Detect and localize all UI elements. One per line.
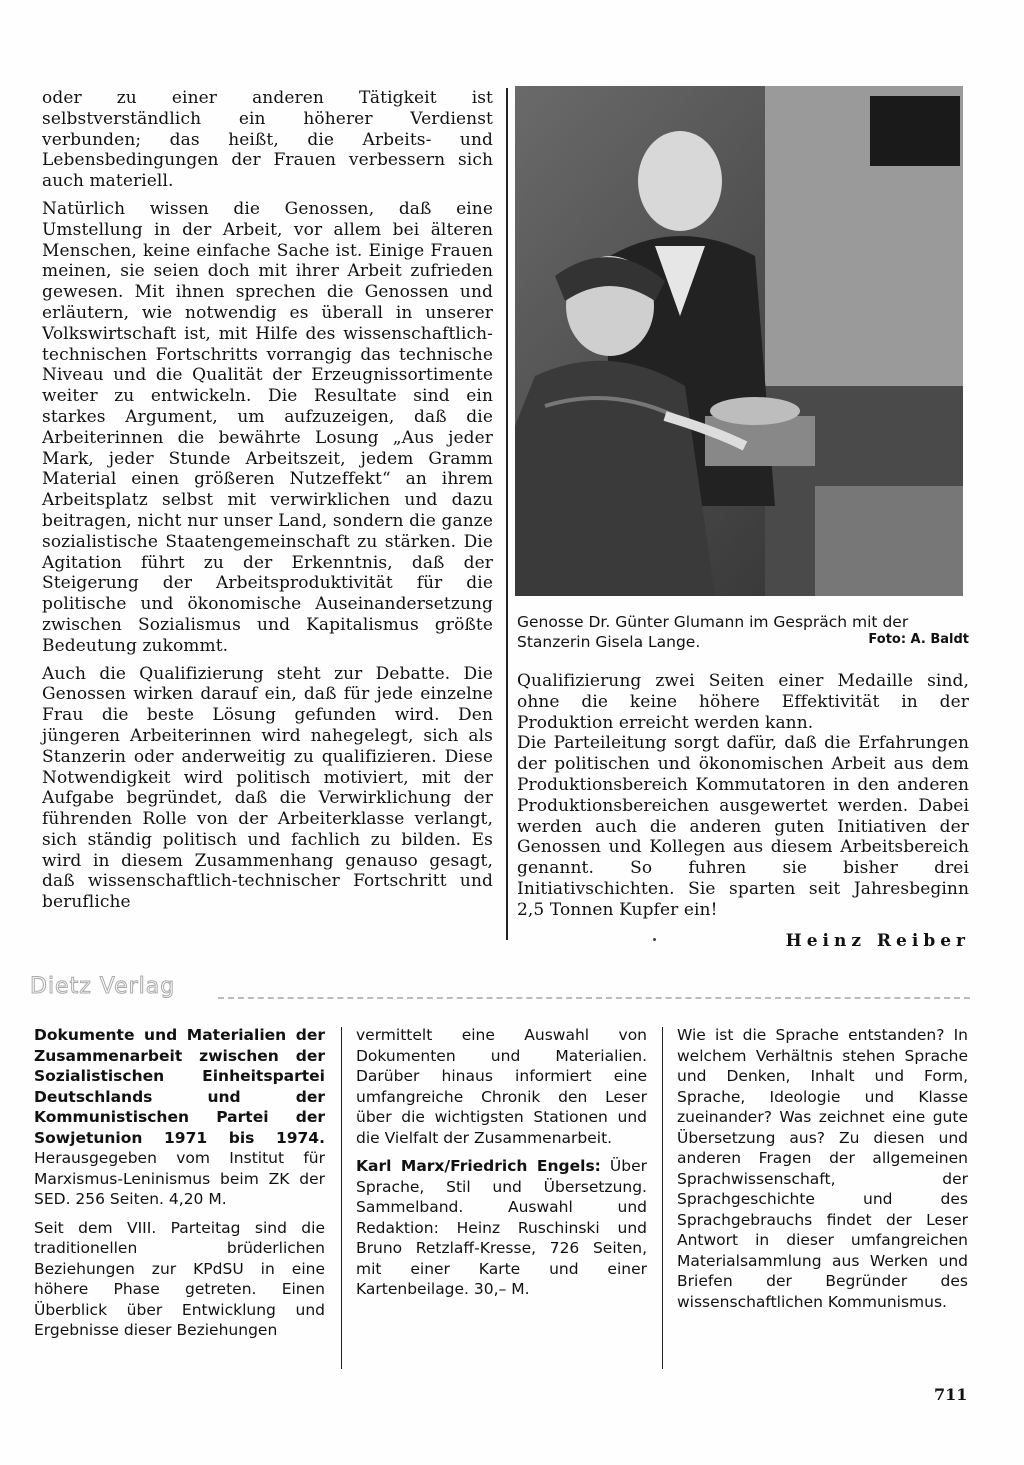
article-photo: [515, 86, 963, 596]
photo-credit: Foto: A. Baldt: [868, 632, 969, 647]
page-number: 711: [934, 1385, 968, 1404]
book-column-3: [677, 1025, 968, 1312]
book-description: Wie ist die Sprache entstanden? In welchem Verhältnis stehen Sprache und Denken, Inhalt und Form, Sprache, Ideologie und Klasse zueinander? Was zeichnet eine gute Übersetzung aus? Zu diesen und anderen Fragen der allgemeinen Sprachwissenschaft, der Sprachgeschichte und des Sprachgebrauchs findet der Leser Antwort in dieser umfangreichen Materialsammlung aus Werken und Briefen der Begründer des wissenschaftlichen Kommunismus.: [677, 1026, 968, 1311]
publisher-logo: Dietz Verlag: [30, 974, 176, 999]
book-entry: [34, 1025, 325, 1210]
book-title: Dokumente und Materialien der Zusammenarbeit zwischen der Sozialistischen Einheitspartei Deutschlands und der Kommunistischen Partei der Sowjetunion 1971 bis 1974.: [34, 1026, 325, 1147]
article-paragraph: Natürlich wissen die Genossen, daß eine Umstellung in der Arbeit, vor allem bei älteren Menschen, keine einfache Sache ist. Einige Frauen meinen, sie seien doch mit ihrer Arbeit zufrieden gewesen. Mit ihnen sprechen die Genossen und erläutern, wie notwendig es überall in unserer Volkswirtschaft ist, mit Hilfe des wissenschaftlich-technischen Fortschritts vorrangig das technische Niveau und die Qualität der Erzeugnissortimente weiter zu entwickeln. Die Resultate sind ein starkes Argument, um aufzuzeigen, daß die Arbeiterinnen die bewährte Losung „Aus jeder Mark, jeder Stunde Arbeitszeit, jedem Gramm Material einen größeren Nutzeffekt“ an ihrem Arbeitsplatz selbst mit verwirklichen und dazu beitragen, nicht nur unser Land, sondern die ganze sozialistische Staatengemeinschaft zu stärken. Die Agitation führt zu der Erkenntnis, daß der Steigerung der Arbeitsproduktivität für die politische und ökonomische Auseinandersetzung zwischen Sozialismus und Kapitalismus größte Bedeutung zukommt.: [42, 198, 493, 656]
book-column-2: [356, 1025, 647, 1300]
book-description: vermittelt eine Auswahl von Dokumenten und Materialien. Darüber hinaus informiert eine umfangreiche Chronik den Leser über die wichtigsten Stationen und die Vielfalt der Zusammenarbeit.: [356, 1026, 647, 1147]
book-entry: [356, 1156, 647, 1300]
article-paragraph: Qualifizierung zwei Seiten einer Medaille sind, ohne die keine höhere Effektivität in der Produktion erreicht werden kann.: [517, 671, 969, 733]
book-column-divider: [341, 1027, 342, 1369]
caption-text: Genosse Dr. Günter Glumann im Gespräch mit der Stanzerin Gisela Lange.: [517, 613, 909, 651]
author-signature: Heinz Reiber: [785, 931, 970, 951]
book-column-1: [34, 1025, 325, 1341]
stray-mark: [653, 938, 656, 941]
book-description: Seit dem VIII. Parteitag sind die traditionellen brüderlichen Beziehungen zur KPdSU in eine höhere Phase getreten. Einen Überblick über Entwicklung und Ergebnisse dieser Beziehungen: [34, 1218, 325, 1339]
book-column-divider: [662, 1027, 663, 1369]
book-details: Herausgegeben vom Institut für Marxismus-Leninismus beim ZK der SED. 256 Seiten. 4,20 M.: [34, 1149, 325, 1208]
article-right-column: [517, 671, 969, 921]
article-paragraph: oder zu einer anderen Tätigkeit ist selbstverständlich ein höherer Verdienst verbunden; das heißt, die Arbeits- und Lebensbedingungen der Frauen verbessern sich auch materiell.: [42, 88, 493, 192]
article-left-column: [42, 88, 493, 913]
article-paragraph: Die Parteileitung sorgt dafür, daß die Erfahrungen der politischen und ökonomischen Arbeit aus dem Produktionsbereich Kommutatoren in den anderen Produktionsbereichen ausgewertet werden. Dabei werden auch die anderen guten Initiativen der Genossen und Kollegen aus diesem Arbeitsbereich genannt. So fuhren sie bisher drei Initiativschichten. Sie sparten seit Jahresbeginn 2,5 Tonnen Kupfer ein!: [517, 733, 969, 920]
book-title: Karl Marx/Friedrich Engels:: [356, 1157, 601, 1175]
publisher-rule: [218, 997, 970, 999]
book-details: Über Sprache, Stil und Übersetzung. Sammelband. Auswahl und Redaktion: Heinz Ruschinski und Bruno Retzlaff-Kresse, 726 Seiten, mit einer Karte und einer Kartenbeilage. 30,– M.: [356, 1157, 647, 1298]
column-divider: [506, 88, 508, 940]
photo-caption: [517, 612, 969, 652]
article-paragraph: Auch die Qualifizierung steht zur Debatte. Die Genossen wirken darauf ein, daß für jede einzelne Frau die beste Lösung gefunden wird. Den jüngeren Arbeiterinnen wird nahegelegt, sich als Stanzerin oder anderweitig zu qualifizieren. Diese Notwendigkeit wird politisch motiviert, mit der Aufgabe begründet, daß die Verwirklichung der führenden Rolle von der Arbeiterklasse verlangt, sich ständig politisch und fachlich zu bilden. Es wird in diesem Zusammenhang genauso gesagt, daß wissenschaftlich-technischer Fortschritt und berufliche: [42, 663, 493, 913]
